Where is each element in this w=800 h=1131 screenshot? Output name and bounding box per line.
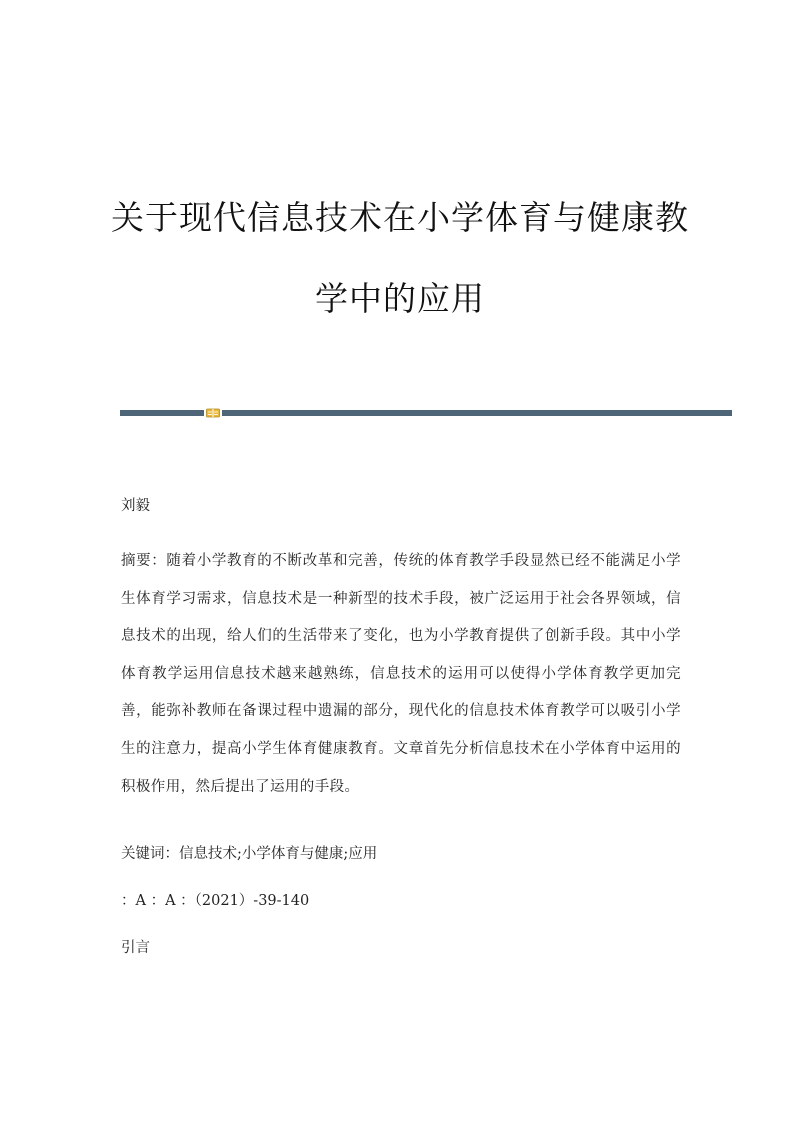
abstract-paragraph: 摘要：随着小学教育的不断改革和完善，传统的体育教学手段显然已经不能满足小学生体育学习需求，信息技术是一种新型的技术手段，被广泛运用于社会各界领域，信息技术的出现，给人们的生活带来了变化，也为小学教育提供了创新手段。其中小学体育教学运用信息技术越来越熟练，信息技术的运用可以使得小学体育教学更加完善，能弥补教师在备课过程中遗漏的部分，现代化的信息技术体育教学可以吸引小学生的注意力，提高小学生体育健康教育。文章首先分析信息技术在小学体育中运用的积极作用，然后提出了运用的手段。 <box>121 553 681 795</box>
introduction-heading: 引言 <box>121 940 150 956</box>
document-title-line-1: 关于现代信息技术在小学体育与健康教 <box>111 198 689 237</box>
book-icon <box>206 408 220 418</box>
author-name: 刘毅 <box>121 498 150 514</box>
classification-line: ：A ：A ：（2021）-39-140 <box>121 893 310 909</box>
keywords-line: 关键词：信息技术;小学体育与健康;应用 <box>121 846 378 862</box>
document-title-line-2: 学中的应用 <box>315 279 485 318</box>
divider-bar-left <box>120 410 204 416</box>
title-divider <box>120 408 732 416</box>
divider-bar-right <box>222 410 732 416</box>
